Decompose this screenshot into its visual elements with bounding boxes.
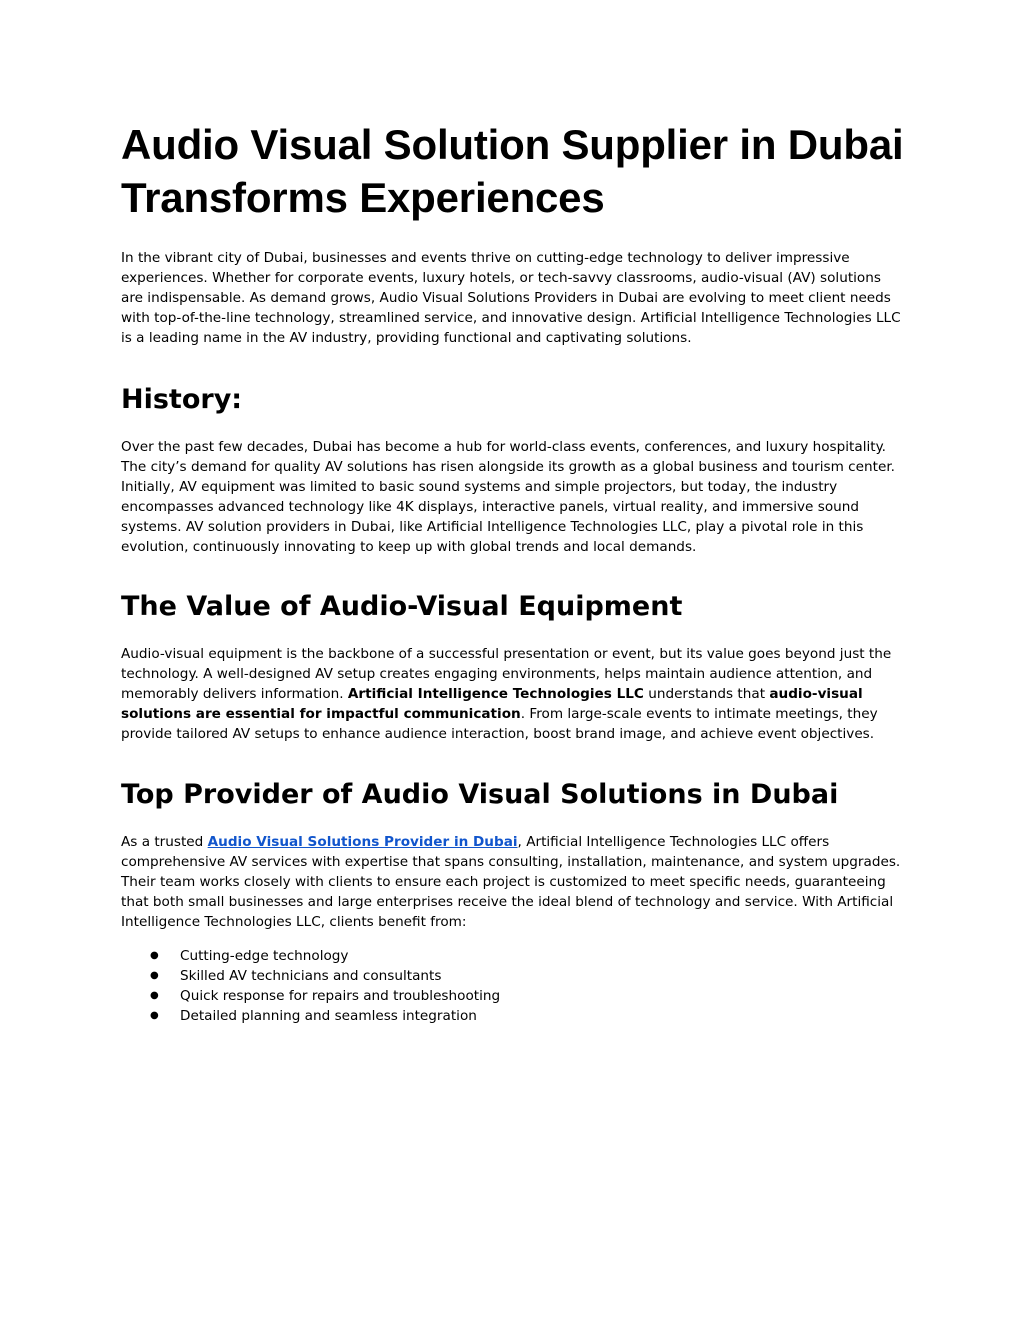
history-paragraph: Over the past few decades, Dubai has become a hub for world-class events, conferences, and luxury hospitality. The city’s demand for quality AV solutions has risen alongside its growth as a global business and tourism center. Initially, AV equipment was limited to basic sound systems and simple projectors, but today, the industry encompasses advanced technology like 4K displays, interactive panels, virtual reality, and immersive sound systems. AV solution providers in Dubai, like Artificial Intelligence Technologies LLC, play a pivotal role in this evolution, continuously innovating to keep up with global trends and local demands. xyxy=(121,439,895,555)
history-heading: History: xyxy=(121,384,243,415)
list-item xyxy=(121,1006,906,1026)
intro-paragraph: In the vibrant city of Dubai, businesses and events thrive on cutting-edge technology to deliver impressive experiences. Whether for corporate events, luxury hotels, or tech-savvy classrooms, audio-visual (AV) solutions are indispensable. As demand grows, Audio Visual Solutions Providers in Dubai are evolving to meet client needs with top-of-the-line technology, streamlined service, and innovative design. Artificial Intelligence Technologies LLC is a leading name in the AV industry, providing functional and captivating solutions. xyxy=(121,250,901,346)
value-text-part3: . From large-scale events to intimate meetings, they provide tailored AV setups to enhance audience interaction, boost brand image, and achieve event objectives. xyxy=(121,706,878,742)
provider-text-prefix: As a trusted xyxy=(121,834,208,850)
bullet-icon: ● xyxy=(150,990,159,1001)
provider-link[interactable]: Audio Visual Solutions Provider in Dubai xyxy=(207,834,518,850)
provider-paragraph xyxy=(121,832,906,932)
benefits-list xyxy=(121,946,906,1026)
list-item xyxy=(121,986,906,1006)
bullet-icon: ● xyxy=(150,970,159,981)
list-item xyxy=(121,966,906,986)
list-item-text: Cutting-edge technology xyxy=(180,948,349,964)
value-paragraph xyxy=(121,644,906,744)
list-item xyxy=(121,946,906,966)
value-text-part2: understands that xyxy=(643,686,770,702)
document-page xyxy=(121,118,906,1026)
provider-heading: Top Provider of Audio Visual Solutions in Dubai xyxy=(121,779,839,810)
list-item-text: Detailed planning and seamless integration xyxy=(180,1008,477,1024)
value-text-part1: Audio-visual equipment is the backbone of a successful presentation or event, but its value goes beyond just the technology. A well-designed AV setup creates engaging environments, helps maintain audience attention, and memorably delivers information. xyxy=(121,646,892,702)
provider-text-suffix: , Artificial Intelligence Technologies LLC offers comprehensive AV services with expertise that spans consulting, installation, maintenance, and system upgrades. Their team works closely with clients to ensure each project is customized to meet specific needs, guaranteeing that both small businesses and large enterprises receive the ideal blend of technology and service. With Artificial Intelligence Technologies LLC, clients benefit from: xyxy=(121,834,901,930)
value-statement-bold: audio-visual solutions are essential for impactful communication xyxy=(121,686,863,722)
bullet-icon: ● xyxy=(150,950,159,961)
value-company-bold: Artificial Intelligence Technologies LLC xyxy=(347,686,644,702)
list-item-text: Quick response for repairs and troubleshooting xyxy=(180,988,501,1004)
list-item-text: Skilled AV technicians and consultants xyxy=(180,968,442,984)
document-title: Audio Visual Solution Supplier in Dubai Transforms Experiences xyxy=(121,121,904,221)
value-heading: The Value of Audio-Visual Equipment xyxy=(121,591,683,622)
bullet-icon: ● xyxy=(150,1010,159,1021)
